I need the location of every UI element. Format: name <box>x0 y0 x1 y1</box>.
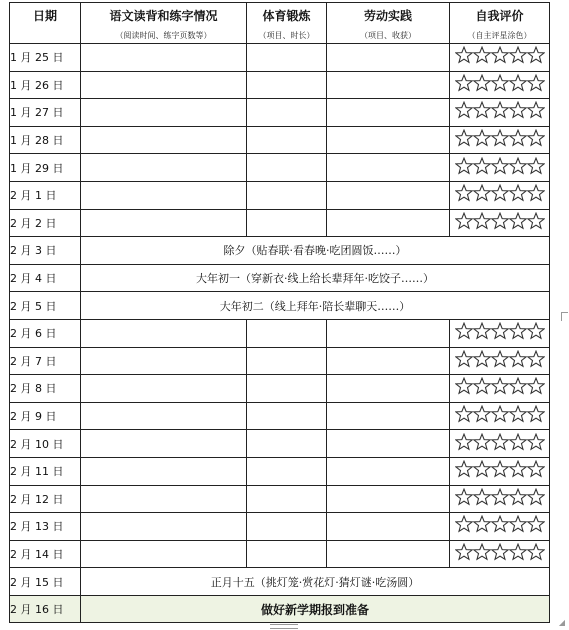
exercise-cell[interactable] <box>247 209 327 237</box>
header-chinese-reading: 语文读背和练字情况 （阅读时间、练字页数等） <box>81 3 247 44</box>
star-rating[interactable] <box>450 154 550 182</box>
star-rating[interactable] <box>450 513 550 541</box>
star-outline-icon[interactable] <box>509 377 527 395</box>
star-group <box>455 350 545 368</box>
reading-cell[interactable] <box>81 44 247 72</box>
star-outline-icon[interactable] <box>473 377 491 395</box>
star-outline-icon[interactable] <box>509 157 527 175</box>
reading-cell[interactable] <box>81 402 247 430</box>
labor-cell[interactable] <box>327 181 450 209</box>
reading-cell[interactable] <box>81 375 247 403</box>
star-rating[interactable] <box>450 540 550 568</box>
star-outline-icon[interactable] <box>491 157 509 175</box>
star-outline-icon[interactable] <box>527 184 545 202</box>
star-outline-icon[interactable] <box>491 460 509 478</box>
star-group <box>455 460 545 478</box>
star-outline-icon[interactable] <box>473 405 491 423</box>
reading-cell[interactable] <box>81 181 247 209</box>
star-outline-icon[interactable] <box>491 74 509 92</box>
star-outline-icon[interactable] <box>509 488 527 506</box>
date-cell: 2 月 2 日 <box>10 209 81 237</box>
star-group <box>455 515 545 533</box>
labor-cell[interactable] <box>327 540 450 568</box>
date-cell: 1 月 25 日 <box>10 44 81 72</box>
star-outline-icon[interactable] <box>509 184 527 202</box>
table-row <box>10 292 550 320</box>
star-group <box>455 488 545 506</box>
resize-corner-icon: ◢ <box>558 618 565 627</box>
table-row <box>10 430 550 458</box>
reading-cell[interactable] <box>81 457 247 485</box>
exercise-cell[interactable] <box>247 154 327 182</box>
star-outline-icon[interactable] <box>455 377 473 395</box>
star-outline-icon[interactable] <box>455 460 473 478</box>
star-outline-icon[interactable] <box>455 405 473 423</box>
star-outline-icon[interactable] <box>491 488 509 506</box>
star-group <box>455 405 545 423</box>
table-row <box>10 237 550 265</box>
header-date: 日期 <box>10 3 81 44</box>
final-note-cell: 做好新学期报到准备 <box>81 595 550 623</box>
date-cell: 1 月 29 日 <box>10 154 81 182</box>
table-row <box>10 402 550 430</box>
date-cell: 2 月 11 日 <box>10 457 81 485</box>
star-outline-icon[interactable] <box>491 433 509 451</box>
star-outline-icon[interactable] <box>491 405 509 423</box>
date-cell: 2 月 10 日 <box>10 430 81 458</box>
star-outline-icon[interactable] <box>473 322 491 340</box>
star-group <box>455 322 545 340</box>
star-outline-icon[interactable] <box>527 129 545 147</box>
date-cell: 2 月 13 日 <box>10 513 81 541</box>
table-row <box>10 181 550 209</box>
star-outline-icon[interactable] <box>473 74 491 92</box>
star-outline-icon[interactable] <box>491 129 509 147</box>
date-cell: 2 月 12 日 <box>10 485 81 513</box>
star-outline-icon[interactable] <box>491 101 509 119</box>
star-outline-icon[interactable] <box>527 212 545 230</box>
date-cell: 2 月 6 日 <box>10 319 81 347</box>
date-cell: 2 月 9 日 <box>10 402 81 430</box>
holiday-activity-cell: 除夕（贴春联·看春晚·吃团圆饭……） <box>81 237 550 265</box>
labor-cell[interactable] <box>327 485 450 513</box>
star-outline-icon[interactable] <box>527 488 545 506</box>
star-rating[interactable] <box>450 44 550 72</box>
star-outline-icon[interactable] <box>473 184 491 202</box>
date-cell: 2 月 1 日 <box>10 181 81 209</box>
star-rating[interactable] <box>450 181 550 209</box>
labor-cell[interactable] <box>327 126 450 154</box>
star-rating[interactable] <box>450 485 550 513</box>
labor-cell[interactable] <box>327 44 450 72</box>
holiday-activity-cell: 大年初一（穿新衣·线上给长辈拜年·吃饺子……） <box>81 264 550 292</box>
star-outline-icon[interactable] <box>473 488 491 506</box>
exercise-cell[interactable] <box>247 126 327 154</box>
table-body <box>10 44 550 623</box>
date-cell: 2 月 8 日 <box>10 375 81 403</box>
star-outline-icon[interactable] <box>527 157 545 175</box>
star-group <box>455 46 545 64</box>
date-cell: 2 月 14 日 <box>10 540 81 568</box>
star-outline-icon[interactable] <box>473 433 491 451</box>
star-outline-icon[interactable] <box>473 515 491 533</box>
labor-cell[interactable] <box>327 347 450 375</box>
star-outline-icon[interactable] <box>509 212 527 230</box>
star-group <box>455 129 545 147</box>
table-row <box>10 375 550 403</box>
table-row <box>10 513 550 541</box>
star-outline-icon[interactable] <box>527 322 545 340</box>
table-row <box>10 99 550 127</box>
star-group <box>455 212 545 230</box>
date-cell: 2 月 5 日 <box>10 292 81 320</box>
exercise-cell[interactable] <box>247 347 327 375</box>
reading-cell[interactable] <box>81 209 247 237</box>
table-row <box>10 457 550 485</box>
star-outline-icon[interactable] <box>455 350 473 368</box>
star-outline-icon[interactable] <box>455 157 473 175</box>
reading-cell[interactable] <box>81 485 247 513</box>
star-rating[interactable] <box>450 375 550 403</box>
table-row <box>10 126 550 154</box>
star-group <box>455 543 545 561</box>
star-outline-icon[interactable] <box>473 157 491 175</box>
star-outline-icon[interactable] <box>491 212 509 230</box>
exercise-cell[interactable] <box>247 375 327 403</box>
star-rating[interactable] <box>450 71 550 99</box>
exercise-cell[interactable] <box>247 402 327 430</box>
star-rating[interactable] <box>450 126 550 154</box>
star-outline-icon[interactable] <box>509 350 527 368</box>
date-cell: 1 月 27 日 <box>10 99 81 127</box>
star-outline-icon[interactable] <box>527 46 545 64</box>
holiday-activity-cell: 大年初二（线上拜年·陪长辈聊天……） <box>81 292 550 320</box>
star-outline-icon[interactable] <box>509 460 527 478</box>
holiday-activity-cell: 正月十五（挑灯笼·赏花灯·猜灯谜·吃汤圆） <box>81 568 550 596</box>
star-outline-icon[interactable] <box>509 543 527 561</box>
labor-cell[interactable] <box>327 209 450 237</box>
exercise-cell[interactable] <box>247 485 327 513</box>
star-outline-icon[interactable] <box>527 515 545 533</box>
star-outline-icon[interactable] <box>455 433 473 451</box>
labor-cell[interactable] <box>327 457 450 485</box>
star-outline-icon[interactable] <box>527 350 545 368</box>
exercise-cell[interactable] <box>247 540 327 568</box>
labor-cell[interactable] <box>327 71 450 99</box>
star-outline-icon[interactable] <box>455 488 473 506</box>
star-outline-icon[interactable] <box>455 46 473 64</box>
exercise-cell[interactable] <box>247 457 327 485</box>
star-outline-icon[interactable] <box>527 74 545 92</box>
star-outline-icon[interactable] <box>527 101 545 119</box>
star-group <box>455 184 545 202</box>
labor-cell[interactable] <box>327 402 450 430</box>
star-outline-icon[interactable] <box>509 129 527 147</box>
star-outline-icon[interactable] <box>509 74 527 92</box>
star-outline-icon[interactable] <box>527 405 545 423</box>
star-rating[interactable] <box>450 402 550 430</box>
star-outline-icon[interactable] <box>455 212 473 230</box>
reading-cell[interactable] <box>81 71 247 99</box>
date-cell: 2 月 4 日 <box>10 264 81 292</box>
star-outline-icon[interactable] <box>473 212 491 230</box>
star-outline-icon[interactable] <box>473 129 491 147</box>
labor-cell[interactable] <box>327 99 450 127</box>
table-row <box>10 44 550 72</box>
reading-cell[interactable] <box>81 99 247 127</box>
table-row <box>10 485 550 513</box>
table-row <box>10 595 550 623</box>
table-row <box>10 264 550 292</box>
header-labor: 劳动实践 （项目、收获） <box>327 3 450 44</box>
date-cell: 1 月 26 日 <box>10 71 81 99</box>
exercise-cell[interactable] <box>247 430 327 458</box>
labor-cell[interactable] <box>327 319 450 347</box>
table-row <box>10 540 550 568</box>
star-outline-icon[interactable] <box>527 377 545 395</box>
star-rating[interactable] <box>450 347 550 375</box>
star-rating[interactable] <box>450 99 550 127</box>
star-outline-icon[interactable] <box>509 405 527 423</box>
star-outline-icon[interactable] <box>491 46 509 64</box>
header-exercise: 体育锻炼 （项目、时长） <box>247 3 327 44</box>
date-cell: 2 月 16 日 <box>10 595 81 623</box>
labor-cell[interactable] <box>327 375 450 403</box>
labor-cell[interactable] <box>327 154 450 182</box>
star-outline-icon[interactable] <box>491 350 509 368</box>
star-outline-icon[interactable] <box>527 460 545 478</box>
star-outline-icon[interactable] <box>527 433 545 451</box>
reading-cell[interactable] <box>81 154 247 182</box>
table-row <box>10 319 550 347</box>
star-outline-icon[interactable] <box>455 322 473 340</box>
star-group <box>455 101 545 119</box>
star-group <box>455 433 545 451</box>
table-row <box>10 154 550 182</box>
star-outline-icon[interactable] <box>491 322 509 340</box>
reading-cell[interactable] <box>81 513 247 541</box>
star-outline-icon[interactable] <box>455 129 473 147</box>
date-cell: 2 月 7 日 <box>10 347 81 375</box>
star-outline-icon[interactable] <box>491 184 509 202</box>
star-outline-icon[interactable] <box>509 515 527 533</box>
star-outline-icon[interactable] <box>509 433 527 451</box>
star-outline-icon[interactable] <box>527 543 545 561</box>
star-outline-icon[interactable] <box>473 543 491 561</box>
star-outline-icon[interactable] <box>473 101 491 119</box>
star-outline-icon[interactable] <box>509 46 527 64</box>
table-row <box>10 71 550 99</box>
date-cell: 2 月 3 日 <box>10 237 81 265</box>
star-rating[interactable] <box>450 457 550 485</box>
exercise-cell[interactable] <box>247 513 327 541</box>
page-break-marker <box>270 624 298 629</box>
star-outline-icon[interactable] <box>455 74 473 92</box>
star-outline-icon[interactable] <box>455 101 473 119</box>
star-outline-icon[interactable] <box>455 184 473 202</box>
star-outline-icon[interactable] <box>473 460 491 478</box>
star-outline-icon[interactable] <box>491 377 509 395</box>
star-group <box>455 157 545 175</box>
star-outline-icon[interactable] <box>455 543 473 561</box>
star-rating[interactable] <box>450 430 550 458</box>
exercise-cell[interactable] <box>247 181 327 209</box>
star-outline-icon[interactable] <box>473 46 491 64</box>
star-group <box>455 74 545 92</box>
star-outline-icon[interactable] <box>491 543 509 561</box>
labor-cell[interactable] <box>327 430 450 458</box>
holiday-checkin-table <box>9 2 550 623</box>
exercise-cell[interactable] <box>247 99 327 127</box>
header-self-evaluation: 自我评价 （自主评星涂色） <box>450 3 550 44</box>
star-outline-icon[interactable] <box>473 350 491 368</box>
date-cell: 1 月 28 日 <box>10 126 81 154</box>
star-rating[interactable] <box>450 319 550 347</box>
exercise-cell[interactable] <box>247 71 327 99</box>
table-row <box>10 347 550 375</box>
star-outline-icon[interactable] <box>509 322 527 340</box>
star-outline-icon[interactable] <box>455 515 473 533</box>
scroll-edge-marker <box>561 312 568 321</box>
exercise-cell[interactable] <box>247 319 327 347</box>
reading-cell[interactable] <box>81 347 247 375</box>
star-outline-icon[interactable] <box>491 515 509 533</box>
date-cell: 2 月 15 日 <box>10 568 81 596</box>
table-row <box>10 568 550 596</box>
reading-cell[interactable] <box>81 540 247 568</box>
star-group <box>455 377 545 395</box>
reading-cell[interactable] <box>81 126 247 154</box>
labor-cell[interactable] <box>327 513 450 541</box>
exercise-cell[interactable] <box>247 44 327 72</box>
star-outline-icon[interactable] <box>509 101 527 119</box>
reading-cell[interactable] <box>81 430 247 458</box>
header-row <box>10 3 550 44</box>
reading-cell[interactable] <box>81 319 247 347</box>
star-rating[interactable] <box>450 209 550 237</box>
table-row <box>10 209 550 237</box>
